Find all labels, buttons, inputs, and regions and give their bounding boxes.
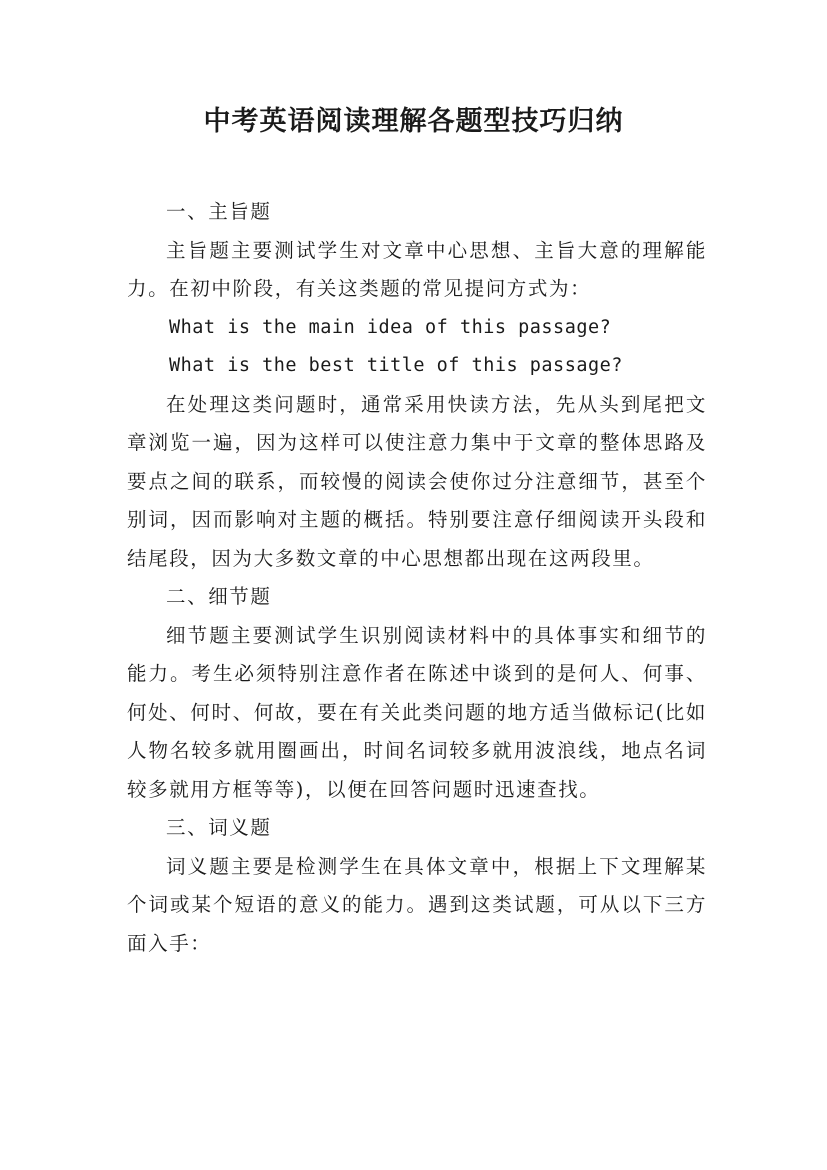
example-question-main-idea: What is the main idea of this passage? bbox=[169, 316, 612, 338]
section-heading-detail: 二、细节题 bbox=[166, 585, 272, 608]
example-question-best-title: What is the best title of this passage? bbox=[169, 355, 623, 376]
paragraph-main-idea-intro: 主旨题主要测试学生对文章中心思想、主旨大意的理解能力。在初中阶段，有关这类题的常见提问方式为： bbox=[127, 238, 707, 300]
document-title: 中考英语阅读理解各题型技巧归纳 bbox=[203, 106, 624, 137]
paragraph-main-idea-strategy: 在处理这类问题时，通常采用快读方法，先从头到尾把文章浏览一遍，因为这样可以使注意力集中于文章的整体思路及要点之间的联系，而较慢的阅读会使你过分注意细节，甚至个别词，因而影响对主题的概括。特别要注意仔细阅读开头段和结尾段，因为大多数文章的中心思想都出现在这两段里。 bbox=[127, 392, 707, 570]
paragraph-word-meaning-intro: 词义题主要是检测学生在具体文章中，根据上下文理解某个词或某个短语的意义的能力。遇到这类试题，可从以下三方面入手： bbox=[127, 854, 707, 955]
section-heading-main-idea: 一、主旨题 bbox=[166, 200, 272, 223]
section-heading-word-meaning: 三、词义题 bbox=[166, 816, 272, 839]
paragraph-detail-strategy: 细节题主要测试学生识别阅读材料中的具体事实和细节的能力。考生必须特别注意作者在陈述中谈到的是何人、何事、何处、何时、何故，要在有关此类问题的地方适当做标记(比如人物名较多就用圈画出，时间名词较多就用波浪线，地点名词较多就用方框等等)，以便在回答问题时迅速查找。 bbox=[127, 623, 707, 801]
document-body bbox=[127, 193, 707, 963]
